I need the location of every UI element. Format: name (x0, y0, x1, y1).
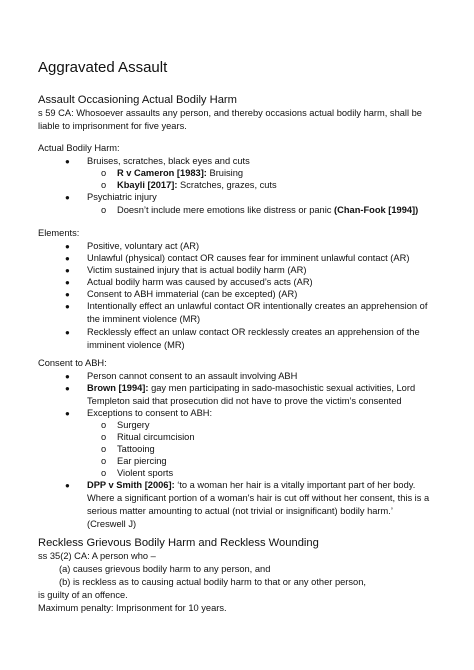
element-item: the imminent violence (MR) (87, 314, 201, 324)
bullet-icon: ● (65, 302, 70, 311)
bullet-icon: ● (65, 409, 70, 418)
exceptions-label: Exceptions to consent to ABH: (87, 408, 213, 418)
element-item: imminent violence (MR) (87, 340, 185, 350)
case-name: (Chan-Fook [1994]) (334, 205, 419, 215)
bullet-icon: ● (65, 290, 70, 299)
sub-bullet-icon: o (101, 180, 107, 190)
list-item: Bruises, scratches, black eyes and cuts (87, 156, 250, 166)
exception-item: Tattooing (117, 444, 155, 454)
case-name: DPP v Smith [2006]: (87, 480, 175, 490)
case-name: R v Cameron [1983]: (117, 168, 207, 178)
section-heading-gbh: Reckless Grievous Bodily Harm and Reckless Wounding (38, 537, 319, 549)
bullet-icon: ● (65, 157, 70, 166)
consent-item: Where a significant portion of a woman's hair is cut off without her consent, this is a (87, 493, 430, 503)
bullet-icon: ● (65, 372, 70, 381)
sub-bullet-icon: o (101, 444, 107, 454)
bullet-icon: ● (65, 254, 70, 263)
consent-item (87, 479, 415, 492)
element-item: Recklessly effect an unlaw contact OR recklessly creates an apprehension of the (87, 327, 420, 337)
element-item: Victim sustained injury that is actual bodily harm (AR) (87, 265, 307, 275)
sub-bullet-icon: o (101, 205, 107, 215)
case-name: Kbayli [2017]: (117, 180, 178, 190)
sub-bullet-icon: o (101, 420, 107, 430)
definition-label: Actual Bodily Harm: (38, 143, 120, 153)
bullet-icon: ● (65, 193, 70, 202)
elements-label: Elements: (38, 228, 80, 238)
consent-item: serious matter amounting to actual (not trivial or insignificant) bodily harm.’ (87, 506, 393, 516)
bullet-icon: ● (65, 266, 70, 275)
exception-item: Violent sports (117, 468, 174, 478)
list-item: Psychiatric injury (87, 192, 157, 202)
exception-item: Ritual circumcision (117, 432, 195, 442)
element-item: Intentionally effect an unlawful contact OR intentionally creates an apprehension of (87, 301, 428, 311)
page-title: Aggravated Assault (38, 59, 168, 76)
statute-text: ss 35(2) CA: A person who – (38, 551, 156, 561)
bullet-icon: ● (65, 384, 70, 393)
case-name: Brown [1994]: (87, 383, 149, 393)
consent-item (87, 382, 415, 395)
case-text: ‘to a woman her hair is a vitally important part of her body. (174, 480, 416, 490)
statute-text: (b) is reckless as to causing actual bodily harm to that or any other person, (59, 577, 366, 587)
consent-item: (Creswell J) (87, 519, 137, 529)
bullet-icon: ● (65, 242, 70, 251)
consent-item: Templeton said that prosecution did not have to prove the victim’s consented (87, 396, 402, 406)
case-text: Bruising (206, 168, 244, 178)
bullet-icon: ● (65, 481, 70, 490)
statute-text: liable to imprisonment for five years. (38, 121, 187, 131)
list-item (117, 204, 418, 217)
sub-bullet-icon: o (101, 168, 107, 178)
statute-text: s 59 CA: Whosoever assaults any person, and thereby occasions actual bodily harm, shall be (38, 108, 422, 118)
statute-text: is guilty of an offence. (38, 590, 128, 600)
element-item: Consent to ABH immaterial (can be excepted) (AR) (87, 289, 298, 299)
bullet-icon: ● (65, 328, 70, 337)
bullet-icon: ● (65, 278, 70, 287)
element-item: Positive, voluntary act (AR) (87, 241, 200, 251)
sub-bullet-icon: o (101, 456, 107, 466)
consent-item: Person cannot consent to an assault involving ABH (87, 371, 298, 381)
element-item: Unlawful (physical) contact OR causes fear for imminent unlawful contact (AR) (87, 253, 410, 263)
exception-item: Ear piercing (117, 456, 167, 466)
section-heading-abh: Assault Occasioning Actual Bodily Harm (38, 94, 237, 106)
statute-text: Maximum penalty: Imprisonment for 10 years. (38, 603, 227, 613)
consent-label: Consent to ABH: (38, 358, 107, 368)
list-item-text: Doesn’t include mere emotions like distress or panic (117, 205, 335, 215)
sub-bullet-icon: o (101, 432, 107, 442)
case-text: gay men participating in sado-masochistic sexual activities, Lord (148, 383, 416, 393)
sub-bullet-icon: o (101, 468, 107, 478)
statute-text: (a) causes grievous bodily harm to any person, and (59, 564, 271, 574)
case-text: Scratches, grazes, cuts (177, 180, 277, 190)
exception-item: Surgery (117, 420, 150, 430)
element-item: Actual bodily harm was caused by accused’s acts (AR) (87, 277, 313, 287)
